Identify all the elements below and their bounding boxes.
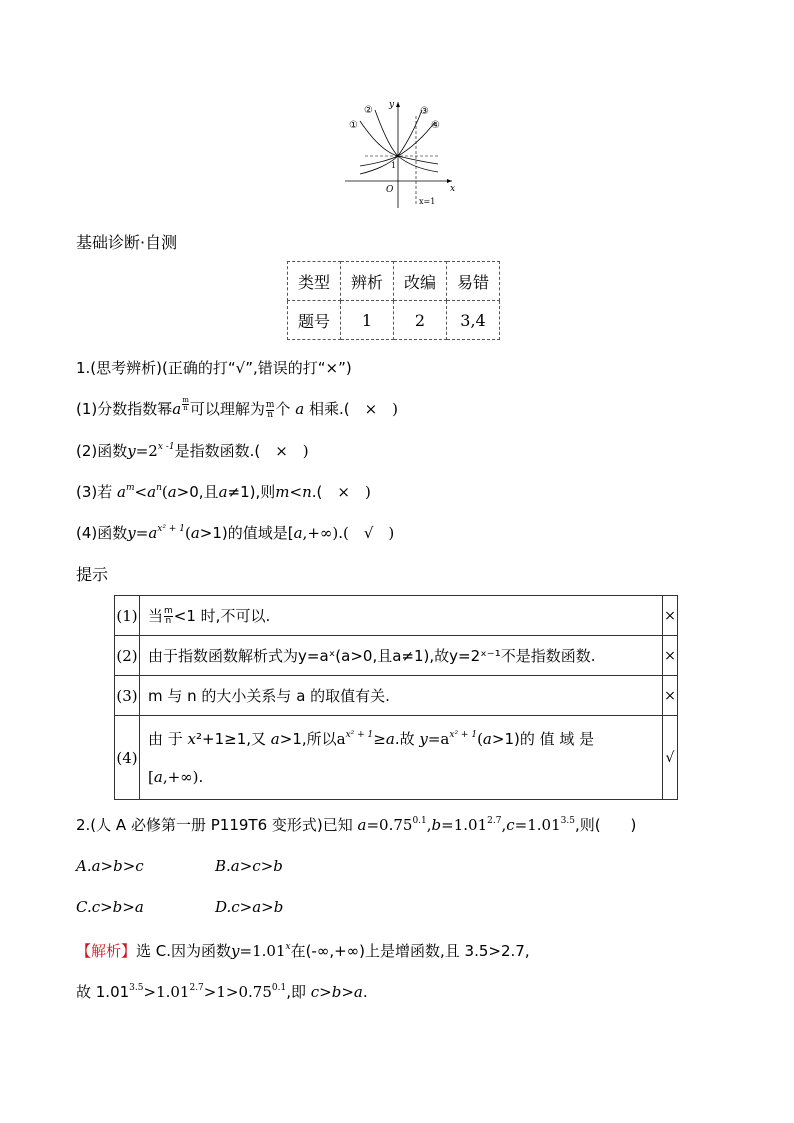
hint-mark: ×	[663, 596, 678, 636]
frac-den: n	[165, 616, 172, 626]
text: .	[362, 983, 368, 1001]
text: 在(-∞,+∞)上是增函数,且 3.5>2.7,	[290, 942, 530, 960]
hint-mark: ×	[663, 636, 678, 676]
text: (3)若	[76, 483, 118, 501]
text: =0.75	[366, 816, 413, 834]
type-table-cell: 辨析	[341, 262, 394, 301]
var-a: a	[295, 400, 305, 418]
option-a: A.a>b>c	[76, 857, 144, 875]
hint-text: 由于指数函数解析式为y=aˣ(a>0,且a≠1),故y=2ˣ⁻¹不是指数函数.	[140, 636, 663, 676]
text: =	[427, 729, 441, 748]
hint-num: (1)	[115, 596, 140, 636]
text: .故	[394, 729, 420, 748]
hint-num: (4)	[115, 716, 140, 800]
exponent: 0.1	[271, 983, 287, 993]
option-b: B.a>c>b	[215, 857, 283, 875]
curve-label-1: ①	[349, 120, 358, 131]
curve-label-2: ②	[364, 105, 373, 116]
curve-label-4: ④	[431, 120, 440, 131]
hint-row	[115, 716, 678, 800]
text: ,即	[286, 983, 311, 1001]
frac-den: n	[183, 404, 188, 412]
text: >1.01	[143, 983, 190, 1001]
text: ,+∞).(	[302, 524, 364, 542]
hint-text	[140, 716, 663, 800]
var: a	[385, 729, 395, 748]
text: <	[289, 483, 303, 501]
var: x	[187, 729, 197, 748]
hint-mark: ×	[663, 676, 678, 716]
var: a	[357, 816, 367, 834]
text: >1>0.75	[203, 983, 272, 1001]
exponential-graph	[340, 96, 460, 210]
frac-num: m	[164, 606, 173, 616]
text: ²+1≥1,又	[196, 729, 271, 748]
exponent: 3.5	[129, 983, 144, 993]
text: (4)函数	[76, 524, 128, 542]
var: a	[153, 767, 163, 786]
hint-line	[148, 758, 662, 796]
text: )	[373, 524, 395, 542]
text: )	[287, 442, 309, 460]
var: n	[156, 483, 162, 493]
text: =1.01	[514, 816, 561, 834]
q1-item-1	[76, 397, 398, 420]
hint-text: m 与 n 的大小关系与 a 的取值有关.	[140, 676, 663, 716]
answer-mark: √	[363, 524, 374, 542]
one-label: 1	[391, 161, 397, 170]
section-title: 基础诊断·自测	[76, 233, 178, 252]
text: 由 于	[148, 729, 188, 748]
text: 选 C.因为函数	[136, 942, 232, 960]
text: <	[134, 483, 148, 501]
hint-row	[115, 596, 678, 636]
type-table-row	[288, 301, 500, 340]
var: a	[336, 729, 346, 748]
var: a	[270, 729, 280, 748]
text: >1)的 值 域 是	[491, 729, 595, 748]
text: )	[377, 400, 398, 418]
text: 是指数函数.(	[174, 442, 276, 460]
text: [	[148, 767, 154, 786]
text: .(	[311, 483, 338, 501]
frac-num: m	[182, 396, 189, 404]
text: =1.01	[239, 942, 286, 960]
type-table-header-row	[288, 262, 500, 301]
var: a	[167, 483, 177, 501]
text: 相乘.(	[308, 400, 365, 418]
hint-num: (2)	[115, 636, 140, 676]
hint-row	[115, 676, 678, 716]
var-y: y	[127, 442, 136, 460]
curve-label-3: ③	[420, 106, 429, 117]
q2-stem: 2.(人 A 必修第一册 P119T6 变形式)已知 $a=0.75^{0.1},b=1.01^{2.7},c=1.01^{3.5}$,则( )	[76, 816, 637, 834]
hint-label: 提示	[76, 565, 109, 584]
var: c	[506, 816, 515, 834]
text: =	[135, 524, 149, 542]
var: n	[302, 483, 312, 501]
type-table-cell: 2	[394, 301, 447, 340]
text: 故 1.01	[76, 983, 130, 1001]
var: a	[218, 483, 228, 501]
fraction-m-n	[266, 401, 275, 420]
q1-item-4	[76, 522, 394, 544]
var: a	[440, 729, 450, 748]
text: <1 时,不可以.	[173, 607, 271, 625]
option-c: C.c>b>a	[76, 898, 144, 916]
analysis-line-2	[76, 981, 368, 1003]
type-table-cell: 改编	[394, 262, 447, 301]
fraction-m-n	[182, 397, 189, 412]
text: ≠1),则	[227, 483, 276, 501]
text: 可以理解为	[189, 400, 265, 418]
frac-num: m	[265, 399, 275, 410]
var: a	[148, 524, 158, 542]
exponent: 3.5	[560, 816, 575, 826]
frac-den: n	[267, 409, 274, 420]
hint-text	[140, 596, 663, 636]
text: >0,且	[176, 483, 219, 501]
analysis-line-1	[76, 940, 530, 962]
answer-mark: ×	[275, 442, 288, 460]
text: )	[349, 483, 371, 501]
origin-label: O	[386, 185, 394, 195]
x-axis-label: x	[450, 184, 456, 194]
type-table-cell: 题号	[288, 301, 341, 340]
var: y	[127, 524, 136, 542]
text: >1)的值域是[	[199, 524, 294, 542]
x-eq-1-label: x=1	[419, 197, 436, 206]
var: x	[285, 942, 291, 952]
curve-1	[360, 121, 438, 164]
var: a	[482, 729, 492, 748]
text: =1.01	[441, 816, 488, 834]
var: a	[293, 524, 303, 542]
var: y	[231, 942, 240, 960]
text: 个	[275, 400, 291, 418]
text: =2	[135, 442, 158, 460]
conclusion: c>b>a	[310, 983, 363, 1001]
option-d: D.c>a>b	[215, 898, 284, 916]
type-table-cell: 易错	[447, 262, 500, 301]
var: m	[125, 483, 135, 493]
q1-item-2	[76, 440, 309, 462]
type-table-cell: 类型	[288, 262, 341, 301]
exponent: 2.7	[487, 816, 502, 826]
q1-item-3	[76, 481, 371, 503]
fraction-m-n	[164, 607, 173, 626]
var: a	[117, 483, 126, 501]
text: >1,所以	[279, 729, 337, 748]
text: ,+∞).	[162, 767, 204, 786]
text: (2)函数	[76, 442, 128, 460]
type-table-cell: 3,4	[447, 301, 500, 340]
type-table-cell: 1	[341, 301, 394, 340]
answer-mark: ×	[364, 400, 378, 418]
exponent: x² + 1	[157, 524, 185, 534]
exponent: 2.7	[189, 983, 204, 993]
type-table	[287, 261, 500, 340]
hint-mark: √	[663, 716, 678, 800]
y-axis-label: y	[389, 100, 395, 110]
var: a	[190, 524, 200, 542]
exponent: x² + 1	[449, 729, 478, 740]
x-axis-arrow	[447, 179, 452, 183]
text: (	[184, 524, 191, 542]
exponent: 0.1	[412, 816, 427, 826]
hint-row	[115, 636, 678, 676]
var: m	[275, 483, 290, 501]
exponent: x² + 1	[345, 729, 374, 740]
var: b	[431, 816, 442, 834]
hint-num: (3)	[115, 676, 140, 716]
var-a: a	[172, 400, 182, 418]
text: (	[477, 729, 483, 748]
q1-title: 1.(思考辨析)(正确的打“√”,错误的打“×”)	[76, 359, 352, 377]
y-axis-arrow	[396, 102, 400, 107]
text: (1)分数指数幂	[76, 400, 173, 418]
answer-mark: ×	[337, 483, 350, 501]
analysis-tag: 【解析】	[76, 942, 137, 960]
text: (	[161, 483, 168, 501]
text: ,则( )	[574, 816, 637, 834]
hint-table	[114, 595, 678, 800]
hint-line	[148, 720, 662, 758]
exponent: x -1	[157, 442, 175, 452]
text: 2.(人 A 必修第一册 P119T6 变形式)已知	[76, 816, 358, 834]
var: y	[419, 729, 428, 748]
text: 当	[148, 607, 164, 625]
text: ≥	[373, 729, 386, 748]
var: a	[147, 483, 157, 501]
curve-4	[360, 122, 435, 166]
